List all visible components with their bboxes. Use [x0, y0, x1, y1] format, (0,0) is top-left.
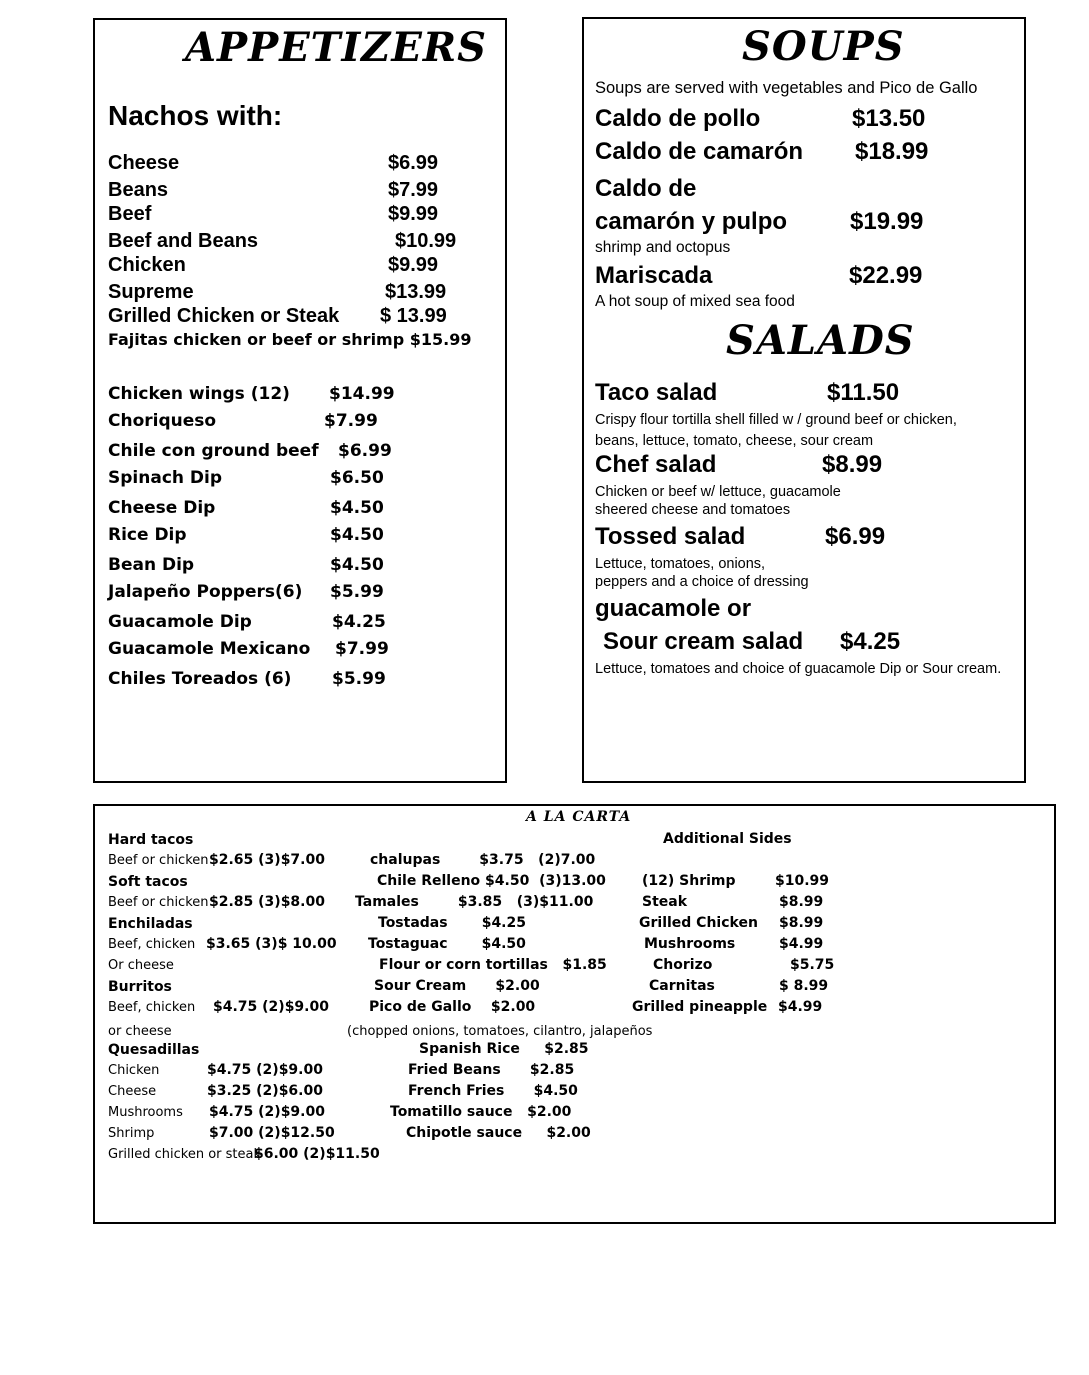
appetizer-item-name: Jalapeño Poppers(6) — [108, 582, 303, 602]
soups-title: SOUPS — [742, 23, 905, 70]
nachos-heading: Nachos with: — [108, 100, 283, 131]
soup-price: $18.99 — [855, 138, 929, 165]
salad-description: Crispy flour tortilla shell filled w / ground beef or chicken, — [595, 412, 957, 428]
soup-price: $19.99 — [850, 208, 924, 235]
fajitas-line: Fajitas chicken or beef or shrimp $15.99 — [108, 330, 472, 349]
soup-name: Mariscada — [595, 262, 713, 289]
appetizer-item-name: Chicken wings (12) — [108, 384, 290, 404]
soup-price: $13.50 — [852, 105, 926, 132]
nachos-item-name: Grilled Chicken or Steak — [108, 305, 340, 327]
nachos-item-price: $10.99 — [395, 230, 457, 252]
carta-category: Burritos — [108, 979, 172, 995]
side-price: $ 8.99 — [779, 978, 829, 994]
soups-note: Soups are served with vegetables and Pico de Gallo — [595, 79, 978, 97]
carta-price: $7.00 (2)$12.50 — [209, 1125, 335, 1141]
carta-label: Chicken — [108, 1063, 160, 1078]
carta-price: $4.75 (2)$9.00 — [209, 1104, 325, 1120]
soup-name: Caldo de pollo — [595, 105, 761, 132]
side-name: Mushrooms — [644, 936, 736, 952]
soup-name: Caldo de camarón — [595, 138, 804, 165]
nachos-item-name: Cheese — [108, 152, 180, 174]
appetizer-item-name: Spinach Dip — [108, 468, 223, 488]
salad-price: $4.25 — [840, 628, 901, 655]
salad-name: guacamole or — [595, 595, 752, 622]
carta-category: Soft tacos — [108, 874, 188, 890]
soups-salads-panel — [582, 17, 1026, 783]
side-price: $5.75 — [790, 957, 835, 973]
soup-name: Caldo de — [595, 175, 697, 202]
appetizer-item-price: $7.99 — [335, 639, 389, 659]
soup-price: $22.99 — [849, 262, 923, 289]
salad-name: Taco salad — [595, 379, 718, 406]
appetizer-item-name: Rice Dip — [108, 525, 187, 545]
carta-price: $3.65 (3)$ 10.00 — [206, 936, 337, 952]
nachos-item-price: $7.99 — [388, 179, 439, 201]
nachos-item-name: Supreme — [108, 281, 194, 303]
appetizer-item-price: $4.50 — [330, 525, 384, 545]
carta-item: Spanish Rice $2.85 — [419, 1041, 589, 1057]
nachos-item-price: $9.99 — [388, 203, 439, 225]
salad-description: Lettuce, tomatoes and choice of guacamole Dip or Sour cream. — [595, 661, 1002, 677]
appetizer-item-name: Chiles Toreados (6) — [108, 669, 292, 689]
carta-item: Tostaguac $4.50 — [368, 936, 526, 952]
salad-price: $6.99 — [825, 523, 886, 550]
carta-item: Tomatillo sauce $2.00 — [390, 1104, 572, 1120]
salads-title: SALADS — [726, 317, 915, 364]
appetizer-item-price: $5.99 — [330, 582, 384, 602]
carta-label: Beef or chicken — [108, 853, 209, 868]
carta-category: Enchiladas — [108, 916, 193, 932]
appetizer-item-price: $6.50 — [330, 468, 384, 488]
salad-description: Lettuce, tomatoes, onions, — [595, 556, 766, 572]
carta-title: A LA CARTA — [526, 809, 632, 825]
side-name: Steak — [642, 894, 688, 910]
salad-name: Chef salad — [595, 451, 717, 478]
side-name: Grilled pineapple — [632, 999, 768, 1015]
appetizer-item-name: Bean Dip — [108, 555, 195, 575]
carta-label: Shrimp — [108, 1126, 155, 1141]
appetizers-panel — [93, 18, 507, 783]
carta-label: or cheese — [108, 1024, 172, 1039]
carta-item: Tostadas $4.25 — [378, 915, 526, 931]
nachos-item-price: $6.99 — [388, 152, 439, 174]
carta-label: Grilled chicken or steak — [108, 1147, 262, 1162]
carta-price: $2.65 (3)$7.00 — [209, 852, 325, 868]
carta-item: Pico de Gallo $2.00 — [369, 999, 536, 1015]
carta-item: Tamales $3.85 (3)$11.00 — [355, 894, 594, 910]
salad-price: $11.50 — [827, 379, 900, 406]
a-la-carta-panel — [93, 804, 1056, 1224]
salad-name: Sour cream salad — [603, 628, 804, 655]
carta-label: Mushrooms — [108, 1105, 183, 1120]
side-price: $10.99 — [775, 873, 830, 889]
appetizer-item-price: $4.50 — [330, 555, 384, 575]
soup-name: camarón y pulpo — [595, 208, 788, 235]
nachos-item-price: $13.99 — [385, 281, 447, 303]
carta-price: $4.75 (2)$9.00 — [213, 999, 329, 1015]
side-name: Chorizo — [653, 957, 713, 973]
carta-label: Beef, chicken — [108, 937, 196, 952]
carta-item: Sour Cream $2.00 — [374, 978, 540, 994]
carta-price: $6.00 (2)$11.50 — [254, 1146, 380, 1162]
carta-label: Beef, chicken — [108, 1000, 196, 1015]
nachos-item-name: Beans — [108, 179, 169, 201]
salad-price: $8.99 — [822, 451, 883, 478]
appetizer-item-name: Chile con ground beef — [108, 441, 319, 461]
soup-description: A hot soup of mixed sea food — [595, 293, 795, 310]
salad-description: peppers and a choice of dressing — [595, 574, 809, 590]
carta-item: Flour or corn tortillas $1.85 — [379, 957, 607, 973]
appetizer-item-name: Guacamole Dip — [108, 612, 252, 632]
carta-label: Beef or chicken — [108, 895, 209, 910]
carta-label: Cheese — [108, 1084, 157, 1099]
side-name: Carnitas — [649, 978, 715, 994]
carta-price: $2.85 (3)$8.00 — [209, 894, 325, 910]
side-price: $4.99 — [778, 999, 823, 1015]
carta-category: Hard tacos — [108, 832, 194, 848]
carta-price: $4.75 (2)$9.00 — [207, 1062, 323, 1078]
side-price: $8.99 — [779, 915, 824, 931]
carta-category: Quesadillas — [108, 1042, 200, 1058]
nachos-item-price: $ 13.99 — [380, 305, 447, 327]
appetizer-item-price: $6.99 — [338, 441, 392, 461]
salad-description: sheered cheese and tomatoes — [595, 502, 791, 518]
appetizer-item-name: Guacamole Mexicano — [108, 639, 311, 659]
carta-item: French Fries $4.50 — [408, 1083, 578, 1099]
nachos-item-name: Beef and Beans — [108, 230, 259, 252]
nachos-item-price: $9.99 — [388, 254, 439, 276]
appetizer-item-price: $4.50 — [330, 498, 384, 518]
side-price: $4.99 — [779, 936, 824, 952]
soup-description: shrimp and octopus — [595, 239, 731, 256]
carta-item: Chipotle sauce $2.00 — [406, 1125, 591, 1141]
carta-label: Or cheese — [108, 958, 174, 973]
carta-price: $3.25 (2)$6.00 — [207, 1083, 323, 1099]
appetizer-item-price: $4.25 — [332, 612, 386, 632]
side-name: (12) Shrimp — [642, 873, 736, 889]
appetizer-item-price: $5.99 — [332, 669, 386, 689]
appetizers-title: APPETIZERS — [185, 24, 487, 71]
appetizer-item-price: $7.99 — [324, 411, 378, 431]
salad-description: Chicken or beef w/ lettuce, guacamole — [595, 484, 841, 500]
appetizer-item-name: Choriqueso — [108, 411, 217, 431]
appetizer-item-price: $14.99 — [329, 384, 395, 404]
carta-item: Fried Beans $2.85 — [408, 1062, 575, 1078]
appetizer-item-name: Cheese Dip — [108, 498, 216, 518]
carta-description: (chopped onions, tomatoes, cilantro, jalapeños — [347, 1024, 653, 1039]
side-price: $8.99 — [779, 894, 824, 910]
side-name: Grilled Chicken — [639, 915, 758, 931]
nachos-item-name: Chicken — [108, 254, 186, 276]
salad-description: beans, lettuce, tomato, cheese, sour cream — [595, 433, 874, 449]
nachos-item-name: Beef — [108, 203, 152, 225]
salad-name: Tossed salad — [595, 523, 746, 550]
sides-heading: Additional Sides — [663, 831, 792, 847]
carta-item: chalupas $3.75 (2)7.00 — [370, 852, 596, 868]
carta-item: Chile Relleno $4.50 (3)13.00 — [377, 873, 606, 889]
